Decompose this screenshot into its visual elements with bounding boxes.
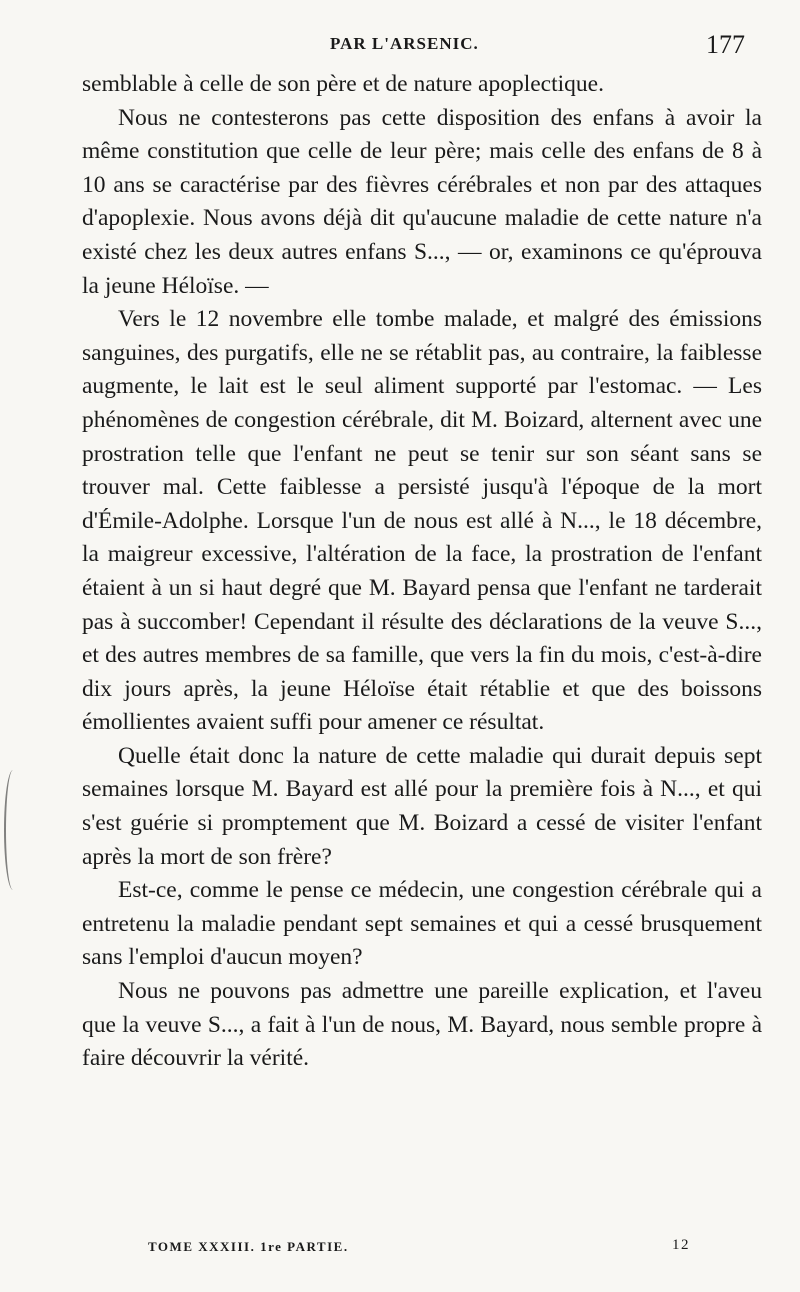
page-number: 177 <box>706 30 745 59</box>
binding-mark <box>4 770 22 890</box>
paragraph: Nous ne pouvons pas admettre une pareille explication, et l'aveu que la veuve S..., a fait à l'un de nous, M. Bayard, nous semble propre à faire découvrir la vérité. <box>82 978 762 1072</box>
paragraph: Quelle était donc la nature de cette maladie qui durait depuis sept semaines lorsque M. Bayard est allé pour la première fois à N..., et qui s'est guérie si promptement que M. Boizard a cessé de visiter l'enfant après la mort de son frère? <box>82 742 762 870</box>
page-footer <box>0 1239 800 1263</box>
paragraph: semblable à celle de son père et de nature apoplectique. <box>82 71 604 97</box>
signature-mark: 12 <box>672 1237 690 1253</box>
volume-line: TOME XXXIII. 1re PARTIE. <box>148 1239 349 1254</box>
running-head <box>0 30 800 62</box>
running-title: PAR L'ARSENIC. <box>330 34 479 53</box>
paragraph: Vers le 12 novembre elle tombe malade, et malgré des émissions sanguines, des purgatifs, elle ne se rétablit pas, au contraire, la faiblesse augmente, le lait est le seul aliment supporté par l'estomac. — Les phénomènes de congestion cérébrale, dit M. Boizard, alternent avec une prostration telle que l'enfant ne peut se tenir sur son séant sans se trouver mal. Cette faiblesse a persisté jusqu'à l'époque de la mort d'Émile-Adolphe. Lorsque l'un de nous est allé à N..., le 18 décembre, la maigreur excessive, l'altération de la face, la prostration de l'enfant étaient à un si haut degré que M. Bayard pensa que l'enfant ne tarderait pas à succomber! Cependant il résulte des déclarations de la veuve S..., et des autres membres de sa famille, que vers la fin du mois, c'est-à-dire dix jours après, la jeune Héloïse était rétablie et que des boissons émollientes avaient suffi pour amener ce résultat. <box>82 306 762 736</box>
body-text <box>82 68 762 1076</box>
paragraph: Nous ne contesterons pas cette disposition des enfans à avoir la même constitution que celle de leur père; mais celle des enfans de 8 à 10 ans se caractérise par des fièvres cérébrales et non par des attaques d'apoplexie. Nous avons déjà dit qu'aucune maladie de cette nature n'a existé chez les deux autres enfans S..., — or, examinons ce qu'éprouva la jeune Héloïse. — <box>82 104 762 299</box>
paragraph: Est-ce, comme le pense ce médecin, une congestion cérébrale qui a entretenu la maladie pendant sept semaines et qui a cessé brusquement sans l'emploi d'aucun moyen? <box>82 877 762 971</box>
